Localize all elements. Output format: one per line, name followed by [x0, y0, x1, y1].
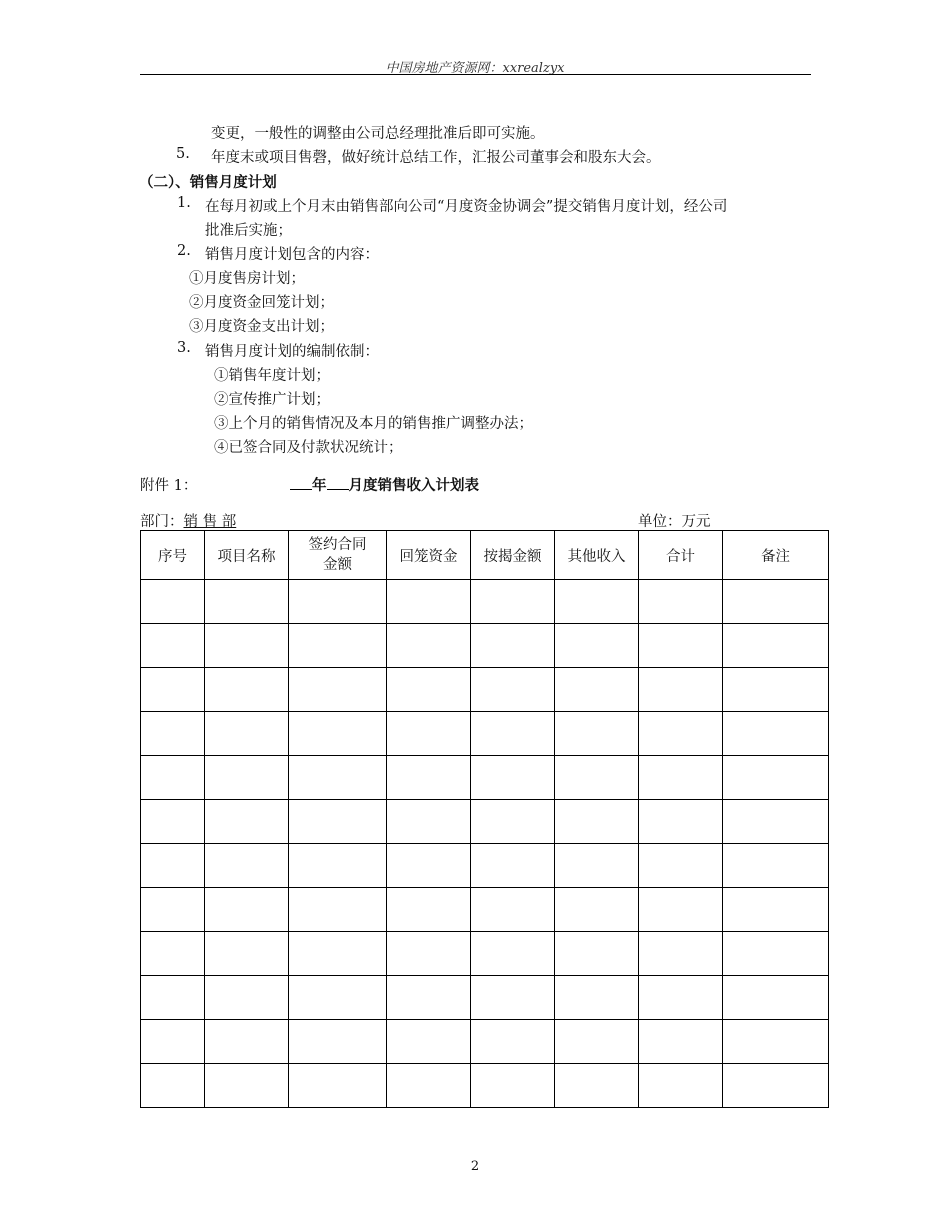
table-cell — [205, 1064, 289, 1108]
table-row — [141, 800, 829, 844]
table-cell — [387, 580, 471, 624]
table-cell — [387, 800, 471, 844]
table-cell — [471, 1064, 555, 1108]
table-cell — [471, 932, 555, 976]
item-1-number: 1. — [177, 195, 191, 211]
month-blank — [327, 475, 349, 490]
section-title: （二）、销售月度计划 — [139, 174, 277, 191]
table-cell — [289, 668, 387, 712]
table-cell — [289, 932, 387, 976]
table-cell — [289, 976, 387, 1020]
attachment-label: 附件 1： — [140, 478, 198, 494]
table-cell — [289, 756, 387, 800]
table-cell — [289, 712, 387, 756]
table-cell — [639, 624, 723, 668]
table-cell — [639, 844, 723, 888]
table-cell — [205, 712, 289, 756]
table-cell — [723, 1064, 829, 1108]
header-rule — [140, 74, 811, 75]
table-cell — [555, 800, 639, 844]
header-cell-line: 金额 — [323, 557, 352, 573]
table-cell — [639, 668, 723, 712]
table-header-row — [141, 531, 829, 580]
table-cell — [555, 1020, 639, 1064]
department-value: 销 售 部 — [183, 514, 237, 530]
table-cell — [639, 800, 723, 844]
table-cell — [387, 844, 471, 888]
table-cell — [723, 712, 829, 756]
table-cell — [723, 668, 829, 712]
table-cell — [387, 712, 471, 756]
table-title — [290, 474, 479, 495]
table-cell — [141, 624, 205, 668]
item-5-text: 年度末或项目售磬，做好统计总结工作，汇报公司董事会和股东大会。 — [211, 150, 661, 166]
table-cell — [205, 756, 289, 800]
table-cell — [141, 800, 205, 844]
header-cell: 回笼资金 — [387, 531, 471, 580]
table-cell — [723, 976, 829, 1020]
item-2-sub: ②月度资金回笼计划； — [189, 295, 334, 311]
table-cell — [555, 756, 639, 800]
table-cell — [723, 888, 829, 932]
year-blank — [290, 475, 312, 490]
table-cell — [471, 1020, 555, 1064]
department-line — [140, 510, 236, 531]
table-cell — [141, 932, 205, 976]
header-cell: 其他收入 — [555, 531, 639, 580]
table-cell — [387, 1020, 471, 1064]
header-cell: 项目名称 — [205, 531, 289, 580]
item-2-sub: ①月度售房计划； — [189, 271, 305, 287]
table-cell — [723, 580, 829, 624]
table-cell — [555, 668, 639, 712]
item-3-text: 销售月度计划的编制依制： — [205, 344, 379, 360]
table-cell — [387, 624, 471, 668]
table-row — [141, 580, 829, 624]
table-row — [141, 932, 829, 976]
table-cell — [471, 844, 555, 888]
table-row — [141, 668, 829, 712]
table-cell — [639, 1020, 723, 1064]
table-cell — [639, 712, 723, 756]
item-2-sub: ③月度资金支出计划； — [189, 319, 334, 335]
table-cell — [555, 932, 639, 976]
item-3-sub: ③上个月的销售情况及本月的销售推广调整办法； — [214, 416, 533, 432]
table-cell — [639, 932, 723, 976]
continuation-line: 变更，一般性的调整由公司总经理批准后即可实施。 — [211, 126, 545, 142]
table-cell — [141, 1020, 205, 1064]
table-cell — [639, 580, 723, 624]
table-cell — [205, 976, 289, 1020]
table-cell — [141, 1064, 205, 1108]
table-cell — [555, 624, 639, 668]
table-cell — [387, 1064, 471, 1108]
table-cell — [471, 800, 555, 844]
table-cell — [141, 844, 205, 888]
table-cell — [289, 1064, 387, 1108]
table-cell — [471, 580, 555, 624]
table-cell — [723, 756, 829, 800]
table-row — [141, 888, 829, 932]
table-cell — [723, 1020, 829, 1064]
table-cell — [723, 624, 829, 668]
table-cell — [387, 976, 471, 1020]
table-cell — [723, 844, 829, 888]
table-cell — [289, 844, 387, 888]
table-cell — [205, 668, 289, 712]
table-cell — [555, 976, 639, 1020]
table-cell — [471, 668, 555, 712]
table-cell — [141, 668, 205, 712]
table-cell — [205, 800, 289, 844]
table-cell — [639, 976, 723, 1020]
table-cell — [471, 624, 555, 668]
header-cell — [289, 531, 387, 580]
unit-label: 单位：万元 — [638, 514, 711, 530]
table-cell — [205, 1020, 289, 1064]
table-row — [141, 624, 829, 668]
page-number: 2 — [470, 1159, 480, 1174]
item-1-line2: 批准后实施； — [205, 223, 292, 239]
item-3-sub: ④已签合同及付款状况统计； — [214, 440, 403, 456]
table-cell — [289, 800, 387, 844]
table-cell — [205, 888, 289, 932]
header-cell: 备注 — [723, 531, 829, 580]
table-cell — [555, 580, 639, 624]
table-cell — [141, 888, 205, 932]
item-1-line1: 在每月初或上个月末由销售部向公司“月度资金协调会”提交销售月度计划，经公司 — [205, 199, 728, 215]
department-label: 部门： — [140, 514, 184, 530]
table-cell — [141, 712, 205, 756]
table-cell — [639, 756, 723, 800]
title-rest: 月度销售收入计划表 — [348, 477, 479, 494]
title-year: 年 — [312, 477, 327, 494]
table-cell — [141, 756, 205, 800]
table-row — [141, 1064, 829, 1108]
table-cell — [289, 888, 387, 932]
table-cell — [471, 888, 555, 932]
table-cell — [555, 844, 639, 888]
table-cell — [555, 888, 639, 932]
header-cell-line: 签约合同 — [308, 537, 367, 553]
table-cell — [471, 756, 555, 800]
table-cell — [387, 932, 471, 976]
table-cell — [471, 976, 555, 1020]
sales-income-plan-table — [140, 530, 829, 1108]
item-3-sub: ②宣传推广计划； — [214, 392, 330, 408]
table-row — [141, 976, 829, 1020]
table-cell — [639, 888, 723, 932]
item-5-number: 5. — [176, 146, 190, 162]
table-row — [141, 756, 829, 800]
table-cell — [387, 668, 471, 712]
header-cell: 合计 — [639, 531, 723, 580]
table-body — [141, 580, 829, 1108]
table-cell — [205, 844, 289, 888]
table-cell — [141, 976, 205, 1020]
item-2-number: 2. — [177, 243, 191, 259]
table-cell — [471, 712, 555, 756]
table-cell — [289, 580, 387, 624]
item-2-text: 销售月度计划包含的内容： — [205, 247, 379, 263]
item-3-number: 3. — [177, 340, 191, 356]
table-cell — [723, 932, 829, 976]
header-cell: 按揭金额 — [471, 531, 555, 580]
table-cell — [205, 580, 289, 624]
table-cell — [639, 1064, 723, 1108]
table-cell — [723, 800, 829, 844]
table-cell — [289, 624, 387, 668]
table-cell — [141, 580, 205, 624]
page-header: 中国房地产资源网：xxrealzyx — [385, 61, 565, 76]
table-row — [141, 844, 829, 888]
header-cell: 序号 — [141, 531, 205, 580]
table-row — [141, 1020, 829, 1064]
table-row — [141, 712, 829, 756]
item-3-sub: ①销售年度计划； — [214, 368, 330, 384]
table-cell — [205, 932, 289, 976]
table-cell — [387, 888, 471, 932]
table-cell — [555, 712, 639, 756]
table-cell — [555, 1064, 639, 1108]
table-cell — [205, 624, 289, 668]
table-cell — [289, 1020, 387, 1064]
table-cell — [387, 756, 471, 800]
